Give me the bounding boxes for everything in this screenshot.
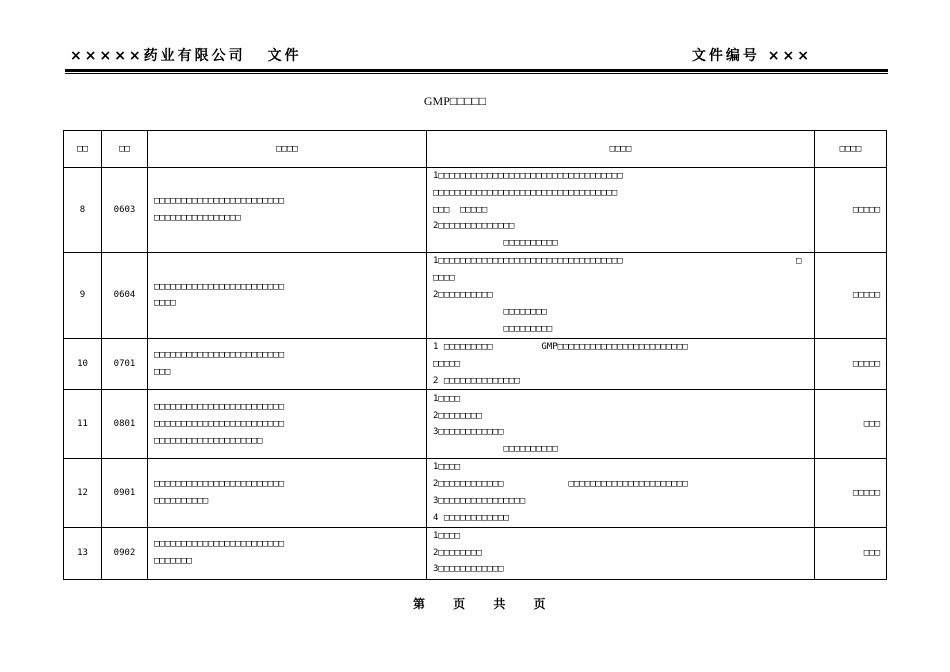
content-line: □□□□□□□□□□□□□□□□□□□□□□□□ [154, 479, 285, 490]
method-line: □□□□□□□□ [433, 306, 547, 317]
method-line: □□□□□□□□□□□□□□□□□□□□□□□□□□□□□□□□□□ [433, 187, 618, 198]
column-header-result: □□□□ [815, 131, 887, 168]
method-line: □□□□□□□□□□ [433, 444, 558, 455]
method-line: 2□□□□□□□□□□□□ □□□□□□□□□□□□□□□□□□□□□□ [433, 479, 688, 490]
method-line: 3□□□□□□□□□□□□ [433, 564, 504, 575]
method-line: □□□□□ [433, 358, 461, 369]
row-number: 9 [64, 252, 102, 338]
content-line: □□□□□□□□□□□□□□□□□□□□□□□□ [154, 418, 285, 429]
column-header-code: □□ [102, 131, 148, 168]
clause-code: 0901 [102, 459, 148, 527]
table-row [64, 527, 887, 579]
method-line: □□□□ [433, 273, 455, 284]
document-label: 文件 [267, 48, 302, 64]
table-row [64, 168, 887, 253]
method-line: 1□□□□□□□□□□□□□□□□□□□□□□□□□□□□□□□□□□ □ [433, 256, 802, 267]
inspection-content [148, 527, 427, 579]
inspection-method [427, 459, 815, 527]
inspection-result: □□□□□ [815, 338, 887, 389]
method-line: □□□□□□□□□ [433, 323, 553, 334]
table-row [64, 390, 887, 459]
clause-code: 0902 [102, 527, 148, 579]
column-header-number: □□ [64, 131, 102, 168]
method-line: 2 □□□□□□□□□□□□□□ [433, 375, 520, 386]
column-header-method: □□□□ [427, 131, 815, 168]
method-line: 1□□□□ [433, 393, 461, 404]
inspection-method [427, 390, 815, 459]
inspection-method [427, 527, 815, 579]
row-number: 11 [64, 390, 102, 459]
inspection-content [148, 338, 427, 389]
clause-code: 0604 [102, 252, 148, 338]
method-line: 4 □□□□□□□□□□□□ [433, 512, 509, 523]
content-line: □□□□□□□□□□□□□□□□□□□□ [154, 435, 263, 446]
method-line: 1□□□□ [433, 462, 461, 473]
inspection-result: □□□□□ [815, 252, 887, 338]
content-line: □□□□□□□□□□□□□□□□□□□□□□□□ [154, 402, 285, 413]
table-row [64, 338, 887, 389]
inspection-content [148, 390, 427, 459]
method-line: 2□□□□□□□□□□ [433, 290, 493, 301]
gmp-table [63, 130, 887, 580]
content-line: □□□□□□□□□□□□□□□□□□□□□□□□ [154, 539, 285, 550]
table-row [64, 252, 887, 338]
method-line: 2□□□□□□□□ [433, 410, 482, 421]
content-line: □□□□□□□□□□□□□□□□ [154, 212, 241, 223]
inspection-method [427, 168, 815, 253]
content-line: □□□ [154, 367, 171, 378]
inspection-content [148, 459, 427, 527]
document-title: GMP□□□□□ [423, 94, 487, 108]
content-line: □□□□□□□□□□□□□□□□□□□□□□□□ [154, 196, 285, 207]
document-number: 文件编号 ××× [691, 48, 812, 64]
method-line: 3□□□□□□□□□□□□□□□□ [433, 495, 526, 506]
inspection-content [148, 168, 427, 253]
method-line: 3□□□□□□□□□□□□ [433, 427, 504, 438]
row-number: 12 [64, 459, 102, 527]
method-line: 2□□□□□□□□□□□□□□ [433, 221, 515, 232]
row-number: 8 [64, 168, 102, 253]
table-header-row [64, 131, 887, 168]
inspection-content [148, 252, 427, 338]
inspection-method [427, 252, 815, 338]
table-row [64, 459, 887, 527]
content-line: □□□□□□□□□□ [154, 495, 209, 506]
row-number: 10 [64, 338, 102, 389]
method-line: 1 □□□□□□□□□ GMP□□□□□□□□□□□□□□□□□□□□□□□□ [433, 341, 688, 352]
clause-code: 0801 [102, 390, 148, 459]
inspection-result: □□□ [815, 527, 887, 579]
inspection-method [427, 338, 815, 389]
method-line: 1□□□□□□□□□□□□□□□□□□□□□□□□□□□□□□□□□□ [433, 171, 623, 181]
inspection-result: □□□□□ [815, 459, 887, 527]
content-line: □□□□ [154, 298, 176, 309]
method-line: 2□□□□□□□□ [433, 547, 482, 558]
method-line: □□□ □□□□□ [433, 204, 488, 215]
header-double-rule [65, 69, 888, 74]
document-header-company [70, 45, 302, 65]
clause-code: 0603 [102, 168, 148, 253]
content-line: □□□□□□□□□□□□□□□□□□□□□□□□ [154, 281, 285, 292]
row-number: 13 [64, 527, 102, 579]
clause-code: 0701 [102, 338, 148, 389]
page-footer: 第 页 共 页 [413, 597, 548, 611]
content-line: □□□□□□□□□□□□□□□□□□□□□□□□ [154, 350, 285, 361]
inspection-result: □□□□□ [815, 168, 887, 253]
inspection-result: □□□ [815, 390, 887, 459]
company-name: ×××××药业有限公司 [70, 48, 246, 64]
method-line: □□□□□□□□□□ [433, 238, 558, 249]
method-line: 1□□□□ [433, 530, 461, 541]
content-line: □□□□□□□ [154, 556, 192, 567]
column-header-content: □□□□ [148, 131, 427, 168]
